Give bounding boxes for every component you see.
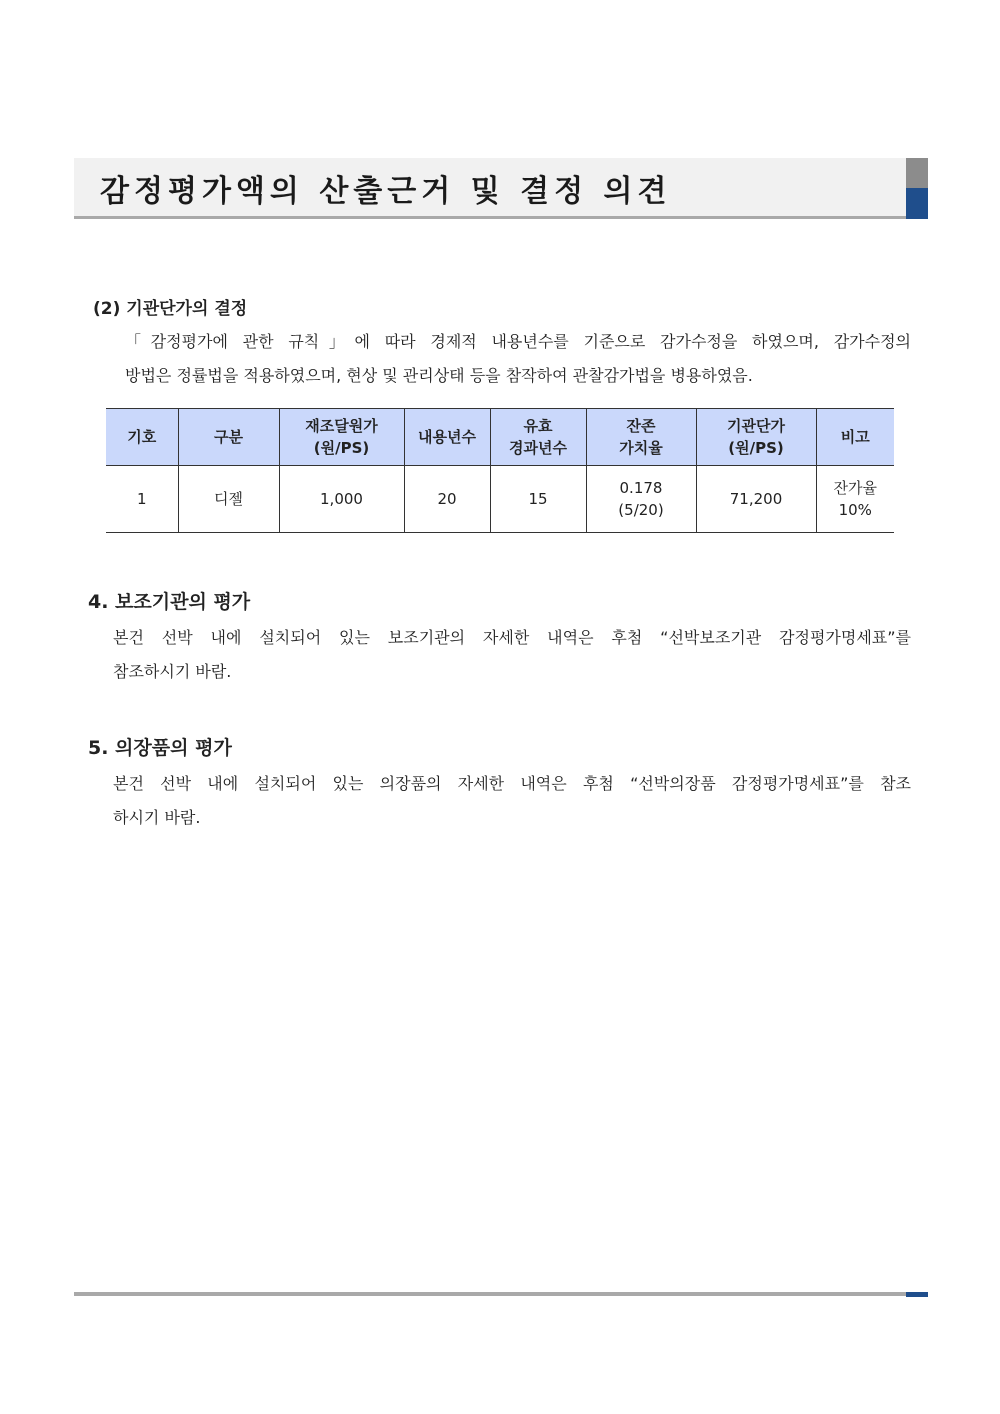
header-cell-text: (원/PS) — [313, 439, 370, 457]
paragraph-line: 참조하시기 바람. — [113, 662, 232, 681]
cell-text: 1,000 — [320, 490, 363, 508]
paragraph-line: 본건 선박 내에 설치되어 있는 보조기관의 자세한 내역은 후첨 “선박보조기관 감정평가명세표”를 — [113, 628, 911, 647]
header-cell-text: 기호 — [127, 428, 157, 446]
section-4-heading: 4. 보조기관의 평가 — [88, 591, 251, 613]
table-header-cell — [178, 409, 279, 466]
header-cell-text: 기관단가 — [727, 417, 785, 435]
section-4-paragraph — [113, 621, 911, 689]
table-header-cell — [816, 409, 894, 466]
engine-price-table — [106, 408, 894, 533]
table-cell — [178, 466, 279, 533]
footer-rule — [74, 1292, 906, 1296]
table-header-row — [106, 409, 894, 466]
table-cell — [106, 466, 178, 533]
paragraph-line: 본건 선박 내에 설치되어 있는 의장품의 자세한 내역은 후첨 “선박의장품 감정평가명세표”를 참조 — [113, 774, 911, 793]
section-5-heading: 5. 의장품의 평가 — [88, 737, 232, 759]
header-cell-text: 비고 — [840, 428, 870, 446]
cell-text: 20 — [437, 490, 457, 508]
header-cell-text: 잔존 — [626, 417, 656, 435]
section-5-paragraph — [113, 767, 911, 835]
header-cell-text: 내용년수 — [418, 428, 476, 446]
section-2-paragraph — [125, 325, 911, 393]
cell-text: 0.178 — [619, 479, 663, 497]
table-cell — [404, 466, 490, 533]
table-header-cell — [586, 409, 696, 466]
cell-text: 10% — [838, 501, 872, 519]
table-row — [106, 466, 894, 533]
table-header-cell — [696, 409, 816, 466]
header-cell-text: 구분 — [214, 428, 243, 446]
table-header-cell — [404, 409, 490, 466]
header-cell-text: 재조달원가 — [305, 417, 378, 435]
table-cell — [490, 466, 586, 533]
cell-text: 잔가율 — [833, 479, 877, 497]
table-cell — [586, 466, 696, 533]
cell-text: (5/20) — [618, 501, 664, 519]
paragraph-line: 하시기 바람. — [113, 808, 201, 827]
cell-text: 1 — [136, 490, 147, 508]
header-cell-text: (원/PS) — [728, 439, 784, 457]
table-cell — [279, 466, 404, 533]
cell-text: 71,200 — [729, 490, 783, 508]
title-accent-gray — [906, 158, 928, 188]
table-header-cell — [490, 409, 586, 466]
header-cell-text: 가치율 — [619, 439, 663, 457]
paragraph-line: 「감정평가에 관한 규칙」에 따라 경제적 내용년수를 기준으로 감가수정을 하였으며, 감가수정의 — [125, 332, 911, 351]
cell-text: 디젤 — [214, 490, 243, 508]
title-accent-blue — [906, 188, 928, 219]
header-cell-text: 유효 — [523, 417, 553, 435]
section-2-heading: (2) 기관단가의 결정 — [93, 299, 248, 319]
table-cell — [816, 466, 894, 533]
footer-accent — [906, 1292, 928, 1297]
cell-text: 15 — [528, 490, 548, 508]
page-title: 감정평가액의 산출근거 및 결정 의견 — [100, 174, 672, 209]
title-bar — [74, 158, 906, 219]
paragraph-line: 방법은 정률법을 적용하였으며, 현상 및 관리상태 등을 참작하여 관찰감가법을 병용하였음. — [125, 366, 753, 385]
header-cell-text: 경과년수 — [509, 439, 567, 457]
table-header-cell — [279, 409, 404, 466]
table-cell — [696, 466, 816, 533]
table-header-cell — [106, 409, 178, 466]
